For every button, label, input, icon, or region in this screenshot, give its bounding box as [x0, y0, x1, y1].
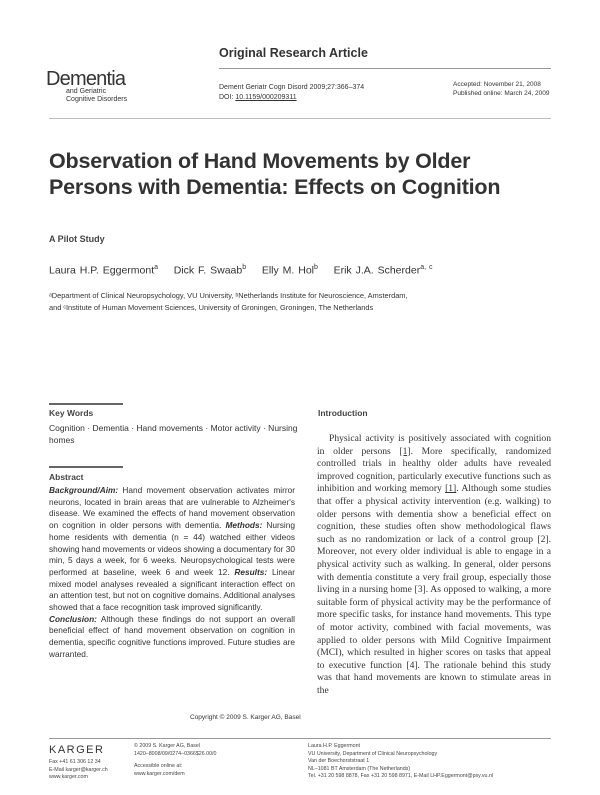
- article-subtitle: A Pilot Study: [49, 234, 105, 244]
- keywords-text: Cognition · Dementia · Hand movements · Motor activity · Nursing homes: [49, 423, 298, 445]
- abstract-results-label: Results:: [234, 566, 268, 577]
- author-name: Erik J.A. Scherder: [333, 264, 421, 277]
- citation-link-1[interactable]: [1]: [399, 445, 411, 457]
- corresponding-dept: VU University, Department of Clinical Neuropsychology: [308, 750, 438, 757]
- author-affil-mark: b: [242, 264, 247, 271]
- corresponding-contact: Tel. +31 20 598 8878, Fax +31 20 598 8971, E-Mail LHP.Eggermont@psy.vu.nl: [308, 773, 494, 780]
- footer-copyright: © 2009 S. Karger AG, Basel: [134, 743, 201, 749]
- article-title: Observation of Hand Movements by Older Persons with Dementia: Effects on Cognition: [49, 149, 501, 199]
- keywords-rule: [49, 403, 123, 405]
- abstract-copyright: Copyright © 2009 S. Karger AG, Basel: [190, 714, 301, 721]
- intro-text-2: . More specifically, randomized controlled trials in healthy older adults have revealed improved cognition, particularly executive functions such as inhibition and working memory: [317, 445, 551, 495]
- intro-text-3: . Although some studies that offer a physical activity intervention (e.g. walking) to older persons with dementia show a beneficial effect on cognition, these studies often show methodological flaws such as no randomization or lack of a control group [2]. Moreover, not every older individual is able to engage in a physical activity such as walking. In general, older persons with dementia constitute a very frail group, especially those living in a nursing home [3]. As opposed to walking, a more suitable form of physical activity may be the performance of more specific tasks, for instance hand movements. This type of motor activity, combined with facial movements, was applied to older persons with Mild Cognitive Impairment (MCI), which resulted in higher scores on tasks that appeal to executive function [4]. The rationale behind this study was that hand movements are known to stimulate areas in the: [317, 483, 551, 696]
- author-affil-mark: b: [314, 264, 318, 271]
- intro-text-1: Physical activity is positively associated with cognition in older persons: [317, 433, 551, 457]
- publisher-web: www.karger.com: [49, 774, 88, 781]
- footer-issn: 1420–8008/09/0274–0366$26.00/0: [134, 750, 217, 757]
- journal-logo-subtitle: [66, 88, 127, 104]
- introduction-body: [317, 433, 551, 697]
- abstract-background-text: Hand movement observation activates mirror neurons, located in brain areas that are vulnerable to Alzheimer's disease. We examined the effects of hand movement observation on cognition in older persons with dementia.: [49, 485, 295, 531]
- section-label: Original Research Article: [219, 46, 368, 60]
- corresponding-city: NL–1081 BT Amsterdam (The Netherlands): [308, 765, 411, 772]
- doi-link[interactable]: 10.1159/000209311: [235, 94, 297, 101]
- introduction-heading: Introduction: [318, 408, 368, 418]
- footer-journal-url: www.karger.com/dem: [134, 770, 185, 777]
- keywords-heading: Key Words: [49, 408, 94, 418]
- abstract-heading: Abstract: [49, 472, 84, 482]
- author-list: [49, 264, 433, 277]
- abstract-methods-text: Nursing home residents with dementia (n = 44) watched either videos showing hand movements or videos showing a documentary for 30 min, 5 days a week, for 6 weeks. Neuropsychological tests were performed at baseline, week 6 and week 12.: [49, 520, 295, 577]
- journal-logo-sub-line-2: Cognitive Disorders: [66, 96, 128, 103]
- corresponding-street: Van der Boechorststraat 1: [308, 758, 370, 765]
- author-affil-mark: a, c: [420, 264, 433, 271]
- publisher-email: E-Mail karger@karger.ch: [49, 766, 108, 773]
- abstract-body: [49, 485, 295, 661]
- affiliation-line-2: and ᶜInstitute of Human Movement Sciences, University of Groningen, Groningen, The Netherlands: [49, 303, 374, 312]
- abstract-conclusion-label: Conclusion:: [49, 613, 97, 624]
- corresponding-name: Laura H.P. Eggermont: [308, 743, 361, 749]
- publication-dates: [453, 80, 549, 98]
- citation-link-2[interactable]: [1]: [445, 483, 457, 495]
- doi-line: [219, 93, 364, 103]
- journal-logo-sub-line-1: and Geriatric: [66, 88, 107, 95]
- footer-accessible: Accessible online at:: [134, 763, 183, 770]
- abstract-rule: [49, 466, 123, 468]
- citation-line: Dement Geriatr Cogn Disord 2009;27:366–374: [219, 84, 365, 91]
- title-rule: [49, 118, 551, 119]
- corresponding-author: [308, 743, 493, 781]
- author-name: Dick F. Swaab: [173, 264, 243, 277]
- abstract-results-text: Linear mixed model analyses revealed a significant interaction effect on an attention test, but not on cognitive domains. Additional analyses showed that a face recognition task improved significantly.: [49, 566, 296, 613]
- abstract-methods-label: Methods:: [225, 520, 263, 531]
- author-name: Laura H.P. Eggermont: [49, 264, 155, 277]
- citation-block: [219, 83, 364, 103]
- author-name: Elly M. Hol: [261, 264, 314, 277]
- publisher-logo: KARGER: [49, 744, 105, 756]
- abstract-conclusion-text: Although these findings do not support an overall beneficial effect of hand movement observation on cognition in dementia, specific cognitive functions improved. Future studies are warranted.: [49, 613, 295, 659]
- accepted-date: Accepted: November 21, 2008: [453, 81, 541, 88]
- publisher-contact: [49, 759, 108, 782]
- affiliation-line-1: ᵃDepartment of Clinical Neuropsychology, VU University, ᵇNetherlands Institute for Neuroscience, Amsterdam,: [49, 291, 408, 300]
- author-affil-mark: a: [154, 264, 159, 271]
- abstract-background-label: Background/Aim:: [49, 485, 119, 495]
- doi-prefix: DOI:: [219, 94, 236, 101]
- affiliations: [49, 290, 509, 314]
- access-info: [134, 743, 216, 778]
- publisher-fax: Fax +41 61 306 12 34: [49, 759, 101, 765]
- footer-rule: [49, 738, 551, 739]
- published-date: Published online: March 24, 2009: [453, 90, 550, 97]
- header-rule: [219, 68, 551, 69]
- journal-logo: Dementia: [46, 68, 126, 90]
